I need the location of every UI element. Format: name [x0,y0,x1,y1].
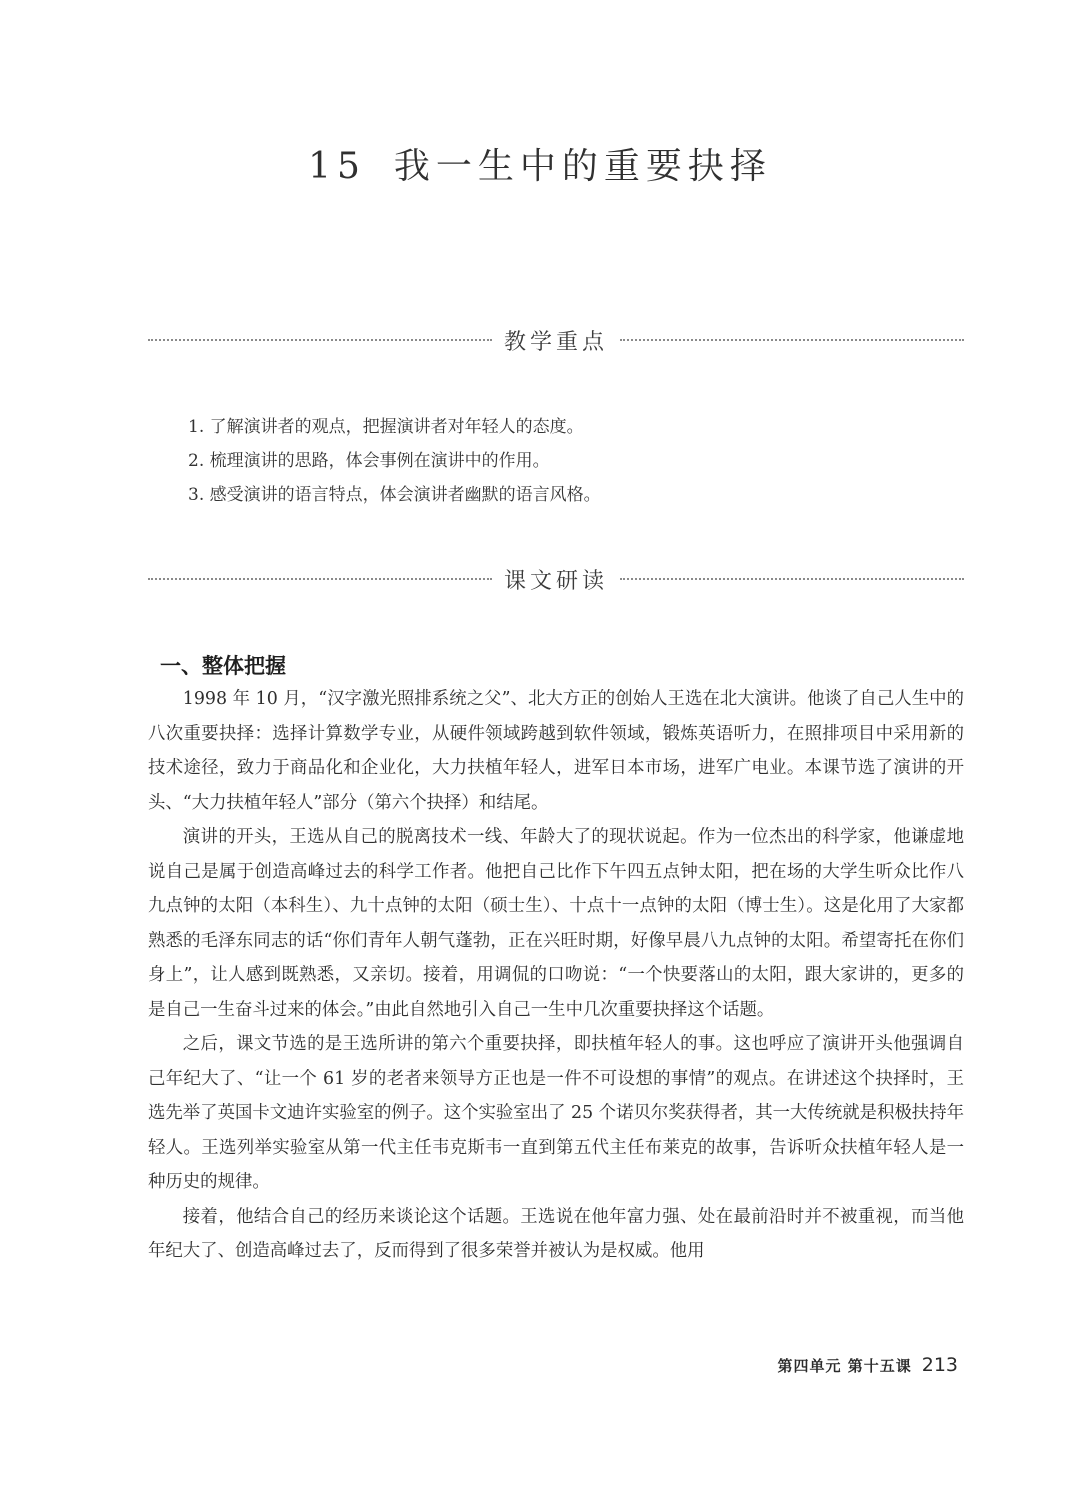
paragraph-3: 之后，课文节选的是王选所讲的第六个重要抉择，即扶植年轻人的事。这也呼应了演讲开头他强调自己年纪大了、“让一个 61 岁的老者来领导方正也是一件不可设想的事情”的观点。在讲述这个抉择时，王选先举了英国卡文迪许实验室的例子。这个实验室出了 25 个诺贝尔奖获得者，其一大传统就是积极扶持年轻人。王选列举实验室从第一代主任韦克斯韦一直到第五代主任布莱克的故事，告诉听众扶植年轻人是一种历史的规律。 [148,1034,964,1192]
section-header-teaching-focus [148,325,964,355]
section-header-text-study [148,564,964,594]
key-point-2: 2. 梳理演讲的思路，体会事例在演讲中的作用。 [188,451,550,471]
lesson-title [0,138,1080,189]
section-label-text-study: 课文研读 [504,568,609,594]
dotted-divider [148,578,492,580]
page-number: 213 [921,1354,958,1376]
paragraph-4: 接着，他结合自己的经历来谈论这个话题。王选说在他年富力强、处在最前沿时并不被重视，而当他年纪大了、创造高峰过去了，反而得到了很多荣誉并被认为是权威。他用 [148,1206,964,1261]
key-point-3: 3. 感受演讲的语言特点，体会演讲者幽默的语言风格。 [188,485,601,505]
lesson-title-text: 我一生中的重要抉择 [393,146,772,187]
subheading-overall-grasp: 一、整体把握 [160,654,286,678]
footer-chapter: 第四单元 第十五课 [777,1357,912,1375]
key-points-list [188,410,948,512]
page-footer [778,1354,959,1376]
section-label-teaching-focus: 教学重点 [504,329,609,355]
dotted-divider [148,339,492,341]
paragraph-2: 演讲的开头，王选从自己的脱离技术一线、年龄大了的现状说起。作为一位杰出的科学家，他谦虚地说自己是属于创造高峰过去的科学工作者。他把自己比作下午四五点钟太阳，把在场的大学生听众比作八九点钟的太阳（本科生）、九十点钟的太阳（硕士生）、十点十一点钟的太阳（博士生）。这是化用了大家都熟悉的毛泽东同志的话“你们青年人朝气蓬勃，正在兴旺时期，好像早晨八九点钟的太阳。希望寄托在你们身上”，让人感到既熟悉，又亲切。接着，用调侃的口吻说：“一个快要落山的太阳，跟大家讲的，更多的是自己一生奋斗过来的体会。”由此自然地引入自己一生中几次重要抉择这个话题。 [148,827,964,1020]
paragraph-1: 1998 年 10 月，“汉字激光照排系统之父”、北大方正的创始人王选在北大演讲。他谈了自己人生中的八次重要抉择：选择计算数学专业，从硬件领域跨越到软件领域，锻炼英语听力，在照排项目中采用新的技术途径，致力于商品化和企业化，大力扶植年轻人，进军日本市场，进军广电业。本课节选了演讲的开头、“大力扶植年轻人”部分（第六个抉择）和结尾。 [148,689,964,813]
key-point-1: 1. 了解演讲者的观点，把握演讲者对年轻人的态度。 [188,417,584,437]
lesson-number: 15 [308,146,366,187]
dotted-divider [620,339,964,341]
body-text [148,682,964,1269]
dotted-divider [620,578,964,580]
